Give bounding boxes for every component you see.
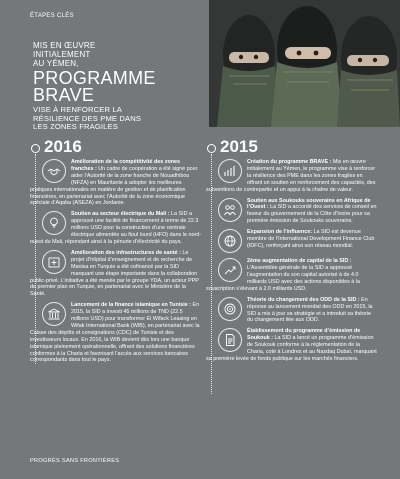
year-2015: 2015: [220, 137, 258, 156]
intro-sub-1: VISE À RENFORCER LA: [33, 105, 122, 114]
intro-line-1: MIS EN ŒUVRE: [33, 41, 96, 50]
entry-body: La SID a lancé un programme d’émission de Soukouk conforme à la réglementation de la Charia, coté à Londres et au Nasdaq Dubaï, marquant sa première levée de fonds publique sur les marchés financiers.: [206, 335, 377, 362]
entry-body: La SID est devenue membre de l’International Development Finance Club (IDFC), renforçant ainsi son réseau mondial.: [247, 229, 375, 249]
entry-title: 2ème augmentation de capital de la SID :: [247, 258, 352, 265]
entry-brave: [206, 159, 378, 194]
entry-body: Le projet d’hôpital d’enseignement et de recherche de Manisa en Turquie a été cofinancé par la SID marquant une étape importante dans la collaboration public-privé. L’initiative a été menée par le groupe YDA, un acteur PPP de premier plan en Turquie, en partenariat avec le Ministère de la Santé.: [30, 249, 199, 298]
entry-secteur-electrique: [30, 211, 202, 246]
entry-title: Amélioration des infrastructures de santé :: [71, 249, 181, 256]
year-2016: 2016: [44, 137, 82, 156]
lightbulb-icon: [42, 211, 66, 235]
intro-sub-3: LES ZONES FRAGILES: [33, 122, 118, 132]
entry-body: En 2015, la SID a investi 45 millions de TND (22.5 millions USD) pour transformer El Wifack Leasing en Wifak International Bank (WIB), en partenariat avec la Caisse des dépôts et consignations (CDC) de Tunisie et des investisseurs locaux. En 2016, la WIB devient dès lors une banque islamique pleinement opérationnelle, offrant des solutions financières conformes à la Charia et favorisant l’accès aux services bancaires correspondants dans tout le pays.: [30, 302, 200, 364]
intro-line-3: AU YÉMEN,: [33, 59, 79, 68]
entry-finance-islamique: [30, 302, 202, 364]
entry-title: Soutien au secteur électrique du Mali :: [71, 211, 170, 218]
intro-title-1: PROGRAMME: [33, 68, 156, 88]
entry-title: Expansion de l’influence:: [247, 229, 312, 236]
timeline-dot: [207, 144, 216, 153]
people-icon: [218, 198, 242, 222]
entry-body: La SID a approuvé une facilité de financement à terme de 22.3 millions USD pour la construction d’une centrale électrique alimentée au fioul lourd (HFO) dans le nord-ouest du Mali, répondant ainsi à la pénurie d’électricité du pays.: [30, 211, 202, 245]
bank-icon: [42, 302, 66, 326]
entry-sante: [30, 250, 202, 298]
entry-soukouks: [206, 198, 378, 226]
entry-title: Création du programme BRAVE :: [247, 159, 332, 165]
year-row-2016: [30, 137, 202, 159]
intro-title-2: BRAVE: [33, 85, 95, 105]
entry-body: En réponse au lancement mondial des ODD en 2015, la SID a mis à jour sa stratégie et a introduit sa théorie du changement liée aux ODD.: [247, 296, 373, 324]
women-photo-illustration: [209, 0, 400, 127]
entry-title: Établissement du programme d’émission de Soukouk :: [247, 328, 361, 342]
entry-body: L’Assemblée générale de la SID a approuvé l’augmentation du son capital autorisé à de 4.0 milliards USD avec des actions disponibles à la souscription s’élevant à 2.0 milliards USD.: [206, 265, 360, 292]
growth-icon: [218, 159, 242, 183]
intro-block: [33, 41, 223, 132]
entry-influence: [206, 229, 378, 254]
capital-icon: [218, 258, 242, 282]
intro-sub-2: RÉSILIENCE DES PME DANS: [33, 113, 142, 123]
entry-capital: [206, 258, 378, 293]
timeline-2015: [206, 137, 378, 367]
entry-zones-franches: [30, 159, 202, 207]
entry-title: Théorie du changement des ODD de la SID :: [247, 296, 360, 303]
hospital-icon: [42, 250, 66, 274]
entry-title: Soutien aux Soukouks souverains en Afrique de l’Ouest :: [247, 197, 371, 211]
handshake-icon: [42, 159, 66, 183]
entry-odd: [206, 297, 378, 325]
entry-title: Amélioration de la compétitivité des zones franches :: [71, 159, 181, 172]
globe-icon: [218, 229, 242, 253]
timeline-2016: [30, 137, 202, 368]
footer-text: PROGRÈS SANS FRONTIÈRES: [30, 458, 120, 464]
entry-body: Mis en œuvre initialement au Yémen, le programme vise à renforcer la résilience des PME dans les zones fragiles en offrant un soutien en renforcement des capacités, des subventions de contrepartie et un appui à la chaîne de valeur.: [206, 159, 376, 193]
entry-body: La SID a accordé des services de conseil en faveur du gouvernement de la Côte d’Ivoire pour sa première émission de Soukouks souverains.: [247, 204, 377, 225]
timeline-dot: [31, 144, 40, 153]
entry-title: Lancement de la finance islamique en Tunisie :: [71, 302, 192, 309]
header-section: ÉTAPES CLÉS: [30, 13, 74, 19]
document-icon: [218, 328, 242, 352]
year-row-2015: [206, 137, 378, 159]
header-photo: [209, 0, 400, 127]
target-icon: [218, 297, 242, 321]
intro-line-2: INITIALEMENT: [33, 50, 91, 59]
entry-emission-soukouk: [206, 328, 378, 363]
entry-body: Un cadre de coopération a été signé pour aider l’Autorité de la zone franche de Nouadhibou (NFZA) en Mauritanie à adopter les meilleures pratiques internationales en matière de gestion et de planification financières, en partenariat avec l’Autorité de la zone économique spéciale d’Aqaba (ASEZA) en Jordanie.: [30, 165, 198, 207]
